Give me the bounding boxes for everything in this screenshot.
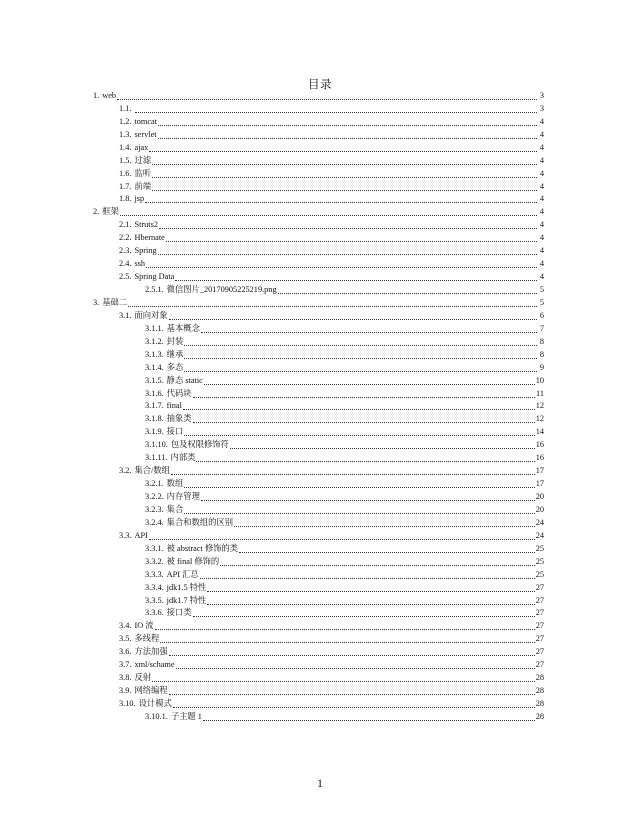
toc-entry[interactable] [93, 595, 544, 608]
dot-leader [203, 720, 535, 721]
toc-entry-number: 3.4. [119, 621, 132, 631]
table-of-contents [93, 90, 544, 724]
toc-entry-number: 3.1.4. [145, 362, 164, 372]
toc-entry-number: 3.1.2. [145, 336, 164, 346]
dot-leader [175, 280, 537, 281]
toc-entry-page: 27 [535, 634, 544, 644]
dot-leader [184, 345, 537, 346]
toc-entry[interactable] [93, 297, 544, 310]
toc-entry-number: 3.3.6. [145, 608, 164, 618]
toc-entry-label: 继承 [166, 349, 184, 359]
dot-leader [184, 487, 534, 488]
toc-entry[interactable] [93, 245, 544, 258]
toc-entry-page: 4 [539, 220, 544, 230]
toc-entry-label: Spring [134, 246, 157, 256]
toc-entry-page: 7 [539, 323, 544, 333]
toc-entry-number: 2.4. [119, 259, 132, 269]
toc-entry-number: 2.1. [119, 220, 132, 230]
toc-entry[interactable] [93, 478, 544, 491]
toc-entry-label: 面向对象 [134, 310, 168, 320]
toc-entry-label: 前端 [134, 181, 152, 191]
toc-entry-page: 25 [535, 543, 544, 553]
toc-entry-number: 2.3. [119, 246, 132, 256]
toc-entry-label: ssh [134, 259, 146, 269]
toc-entry-page: 8 [539, 336, 544, 346]
dot-leader [193, 616, 535, 617]
toc-entry-label: 基础二 [102, 297, 128, 307]
toc-entry[interactable] [93, 426, 544, 439]
dot-leader [160, 642, 534, 643]
toc-entry-page: 3 [539, 90, 544, 100]
toc-entry-number: 3.2.4. [145, 517, 164, 527]
toc-entry-page: 4 [539, 259, 544, 269]
toc-entry-label: 多态 [166, 362, 184, 372]
toc-entry-page: 3 [539, 103, 544, 113]
toc-entry[interactable] [93, 491, 544, 504]
toc-entry-number: 1.3. [119, 129, 132, 139]
toc-entry-page: 24 [535, 517, 544, 527]
toc-entry-page: 8 [539, 349, 544, 359]
dot-leader [220, 565, 534, 566]
toc-entry-number: 3.1.3. [145, 349, 164, 359]
toc-entry-label: Hbernate [134, 233, 165, 243]
toc-entry[interactable] [93, 452, 544, 465]
toc-entry-page: 25 [535, 569, 544, 579]
toc-entry-page: 5 [539, 297, 544, 307]
toc-entry-number: 3.6. [119, 647, 132, 657]
toc-entry[interactable] [93, 271, 544, 284]
toc-entry-page: 6 [539, 310, 544, 320]
toc-entry-label: 集合和数组的区别 [166, 517, 234, 527]
toc-entry-page: 4 [539, 272, 544, 282]
toc-entry-page: 11 [536, 388, 544, 398]
toc-entry[interactable] [93, 698, 544, 711]
toc-entry[interactable] [93, 232, 544, 245]
toc-entry-page: 16 [535, 440, 544, 450]
toc-entry-label: jdk1.5 特性 [166, 582, 207, 592]
toc-entry-label: 监听 [134, 168, 152, 178]
dot-leader [169, 655, 535, 656]
dot-leader [193, 422, 535, 423]
toc-entry-page: 4 [539, 142, 544, 152]
toc-entry-page: 4 [539, 116, 544, 126]
dot-leader [158, 254, 537, 255]
toc-entry[interactable] [93, 284, 544, 297]
toc-entry-page: 27 [535, 608, 544, 618]
toc-entry-page: 4 [539, 246, 544, 256]
toc-entry-number: 3.1.8. [145, 414, 164, 424]
toc-entry[interactable] [93, 413, 544, 426]
toc-entry[interactable] [93, 323, 544, 336]
toc-entry-label: 抽象类 [166, 414, 192, 424]
toc-entry-number: 1.2. [119, 116, 132, 126]
toc-entry-number: 3.8. [119, 673, 132, 683]
toc-entry-label: 子主题 1 [170, 711, 202, 721]
toc-entry-page: 27 [535, 595, 544, 605]
dot-leader [120, 215, 537, 216]
toc-entry-label: Struts2 [134, 220, 158, 230]
page-title: 目录 [308, 79, 332, 91]
toc-entry[interactable] [93, 711, 544, 724]
toc-entry-label: 框架 [102, 207, 119, 217]
dot-leader [135, 112, 537, 113]
toc-entry-number: 3.1.11. [145, 453, 168, 463]
dot-leader [166, 241, 537, 242]
dot-leader [128, 306, 537, 307]
dot-leader [159, 228, 537, 229]
toc-entry-number: 3.3.3. [145, 569, 164, 579]
dot-leader [169, 694, 535, 695]
toc-entry-label: tomcat [134, 116, 158, 126]
toc-entry-number: 3.9. [119, 686, 132, 696]
page-number: 1 [317, 776, 323, 790]
toc-entry-page: 4 [539, 129, 544, 139]
dot-leader [152, 190, 537, 191]
toc-entry-number: 1. [93, 90, 100, 100]
toc-entry-label: API [134, 530, 148, 540]
toc-entry[interactable] [93, 646, 544, 659]
toc-entry-page: 28 [535, 673, 544, 683]
dot-leader [176, 668, 535, 669]
toc-entry[interactable] [93, 388, 544, 401]
toc-entry-label: 数组 [166, 479, 184, 489]
toc-entry-label: 集合 [166, 504, 184, 514]
toc-entry[interactable] [93, 116, 544, 129]
toc-entry-number: 3.10.1. [145, 711, 168, 721]
toc-entry[interactable] [93, 258, 544, 271]
toc-entry[interactable] [93, 620, 544, 633]
toc-entry[interactable] [93, 569, 544, 582]
toc-entry[interactable] [93, 439, 544, 452]
toc-entry-page: 4 [539, 207, 544, 217]
dot-leader [278, 293, 537, 294]
toc-entry-number: 3.2.2. [145, 492, 164, 502]
toc-entry[interactable] [93, 103, 544, 116]
dot-leader [204, 384, 535, 385]
dot-leader [171, 474, 535, 475]
dot-leader [184, 371, 537, 372]
toc-entry[interactable] [93, 543, 544, 556]
toc-entry[interactable] [93, 310, 544, 323]
toc-entry-number: 1.6. [119, 168, 132, 178]
toc-entry-number: 3.1.9. [145, 427, 164, 437]
toc-entry-number: 1.8. [119, 194, 132, 204]
dot-leader [184, 513, 534, 514]
toc-entry-page: 27 [535, 621, 544, 631]
toc-entry[interactable] [93, 556, 544, 569]
toc-entry-label: 包及权限修饰符 [170, 440, 229, 450]
toc-entry-page: 5 [539, 285, 544, 295]
toc-entry-page: 28 [535, 699, 544, 709]
toc-entry-number: 3.2.3. [145, 504, 164, 514]
toc-entry-page: 17 [535, 466, 544, 476]
toc-entry-label: web [102, 90, 117, 100]
toc-entry-page: 16 [535, 453, 544, 463]
toc-entry-label: ajax [134, 142, 149, 152]
toc-entry-label: 多线程 [134, 634, 160, 644]
toc-entry-label: final [166, 401, 182, 411]
toc-entry-label: 封装 [166, 336, 184, 346]
toc-entry-number: 3. [93, 297, 100, 307]
toc-entry[interactable] [93, 142, 544, 155]
toc-entry-number: 3.10. [119, 699, 136, 709]
dot-leader [207, 591, 534, 592]
toc-entry-label: 网络编程 [134, 686, 168, 696]
toc-entry-number: 1.5. [119, 155, 132, 165]
toc-entry-label: 被 final 修饰的 [166, 556, 220, 566]
dot-leader [155, 629, 535, 630]
dot-leader [207, 604, 534, 605]
toc-entry-page: 27 [535, 582, 544, 592]
toc-entry-page: 9 [539, 362, 544, 372]
toc-entry-number: 3.3.5. [145, 595, 164, 605]
toc-entry-number: 3.2. [119, 466, 132, 476]
toc-entry-label: 被 abstract 修饰的类 [166, 543, 239, 553]
dot-leader [152, 681, 535, 682]
toc-entry-page: 4 [539, 168, 544, 178]
dot-leader [145, 202, 537, 203]
toc-entry-label: 接口 [166, 427, 184, 437]
toc-entry-label: xml/schame [134, 660, 175, 670]
dot-leader [184, 358, 537, 359]
toc-entry-number: 2.5.1. [145, 285, 164, 295]
toc-entry-label: Spring Data [134, 272, 175, 282]
toc-entry-label: servlet [134, 129, 157, 139]
dot-leader [184, 435, 534, 436]
toc-entry[interactable] [93, 401, 544, 414]
toc-entry-label: API 汇总 [166, 569, 199, 579]
toc-entry-page: 17 [535, 479, 544, 489]
dot-leader [193, 397, 535, 398]
toc-entry[interactable] [93, 349, 544, 362]
toc-entry-number: 3.3.1. [145, 543, 164, 553]
toc-entry-label: 基本概念 [166, 323, 200, 333]
dot-leader [196, 461, 534, 462]
toc-entry-label: 方法加强 [134, 647, 168, 657]
dot-leader [201, 500, 535, 501]
toc-entry-page: 20 [535, 504, 544, 514]
toc-entry[interactable] [93, 633, 544, 646]
toc-entry[interactable] [93, 375, 544, 388]
toc-entry[interactable] [93, 336, 544, 349]
toc-entry-number: 1.1. [119, 103, 132, 113]
toc-entry-label: 接口类 [166, 608, 192, 618]
toc-entry-number: 2.5. [119, 272, 132, 282]
toc-entry-page: 28 [535, 686, 544, 696]
dot-leader [149, 539, 535, 540]
dot-leader [234, 526, 535, 527]
toc-entry-label: 反射 [134, 673, 152, 683]
toc-entry-label: IO 流 [134, 621, 154, 631]
dot-leader [149, 151, 537, 152]
dot-leader [158, 138, 537, 139]
toc-entry[interactable] [93, 155, 544, 168]
toc-entry-label: 微信图片_20170905225219.png [166, 285, 277, 295]
toc-entry-page: 4 [539, 194, 544, 204]
dot-leader [158, 125, 537, 126]
dot-leader [169, 319, 537, 320]
toc-entry-page: 4 [539, 181, 544, 191]
toc-entry-number: 1.4. [119, 142, 132, 152]
toc-entry-page: 24 [535, 530, 544, 540]
dot-leader [152, 177, 537, 178]
toc-entry[interactable] [93, 672, 544, 685]
dot-leader [183, 409, 535, 410]
toc-entry[interactable] [93, 194, 544, 207]
toc-entry-number: 3.3. [119, 530, 132, 540]
toc-entry[interactable] [93, 685, 544, 698]
toc-entry[interactable] [93, 362, 544, 375]
toc-entry-number: 3.1.5. [145, 375, 164, 385]
toc-entry[interactable] [93, 517, 544, 530]
toc-entry-number: 3.3.4. [145, 582, 164, 592]
toc-entry-label: 设计模式 [138, 699, 172, 709]
toc-entry-number: 3.1.7. [145, 401, 164, 411]
toc-entry[interactable] [93, 530, 544, 543]
toc-entry-number: 3.5. [119, 634, 132, 644]
toc-entry[interactable] [93, 582, 544, 595]
toc-entry[interactable] [93, 504, 544, 517]
toc-entry[interactable] [93, 90, 544, 103]
toc-entry-number: 3.1.10. [145, 440, 168, 450]
toc-entry[interactable] [93, 181, 544, 194]
toc-entry-label: 过滤 [134, 155, 152, 165]
toc-entry-page: 10 [535, 375, 544, 385]
toc-entry-page: 4 [539, 233, 544, 243]
toc-entry-label: 内部类 [170, 453, 196, 463]
toc-entry-number: 2.2. [119, 233, 132, 243]
toc-entry[interactable] [93, 219, 544, 232]
toc-entry-number: 1.7. [119, 181, 132, 191]
toc-entry-number: 3.7. [119, 660, 132, 670]
toc-entry-page: 28 [535, 711, 544, 721]
toc-entry-page: 25 [535, 556, 544, 566]
dot-leader [146, 267, 537, 268]
toc-entry-label: 代码块 [166, 388, 192, 398]
toc-entry-number: 3.1.1. [145, 323, 164, 333]
toc-entry-number: 2. [93, 207, 100, 217]
toc-entry-page: 12 [535, 401, 544, 411]
toc-entry[interactable] [93, 465, 544, 478]
toc-entry-number: 3.3.2. [145, 556, 164, 566]
dot-leader [239, 552, 535, 553]
toc-entry-label: 静态 static [166, 375, 203, 385]
toc-entry-number: 3.1. [119, 310, 132, 320]
toc-entry-number: 3.1.6. [145, 388, 164, 398]
toc-entry-page: 4 [539, 155, 544, 165]
dot-leader [117, 99, 537, 100]
dot-leader [200, 578, 535, 579]
toc-entry-label: jsp [134, 194, 145, 204]
dot-leader [201, 332, 537, 333]
toc-entry[interactable] [93, 659, 544, 672]
toc-entry-page: 12 [535, 414, 544, 424]
dot-leader [173, 707, 535, 708]
toc-entry-label: 集合/数组 [134, 466, 170, 476]
toc-entry-label: 内存管理 [166, 492, 200, 502]
toc-entry[interactable] [93, 168, 544, 181]
toc-entry-page: 27 [535, 660, 544, 670]
toc-entry[interactable] [93, 206, 544, 219]
dot-leader [230, 448, 535, 449]
toc-entry-label: jdk1.7 特性 [166, 595, 207, 605]
toc-entry-page: 14 [535, 427, 544, 437]
toc-entry[interactable] [93, 608, 544, 621]
toc-entry-number: 3.2.1. [145, 479, 164, 489]
toc-entry[interactable] [93, 129, 544, 142]
dot-leader [152, 164, 537, 165]
toc-entry-page: 27 [535, 647, 544, 657]
toc-entry-page: 20 [535, 492, 544, 502]
